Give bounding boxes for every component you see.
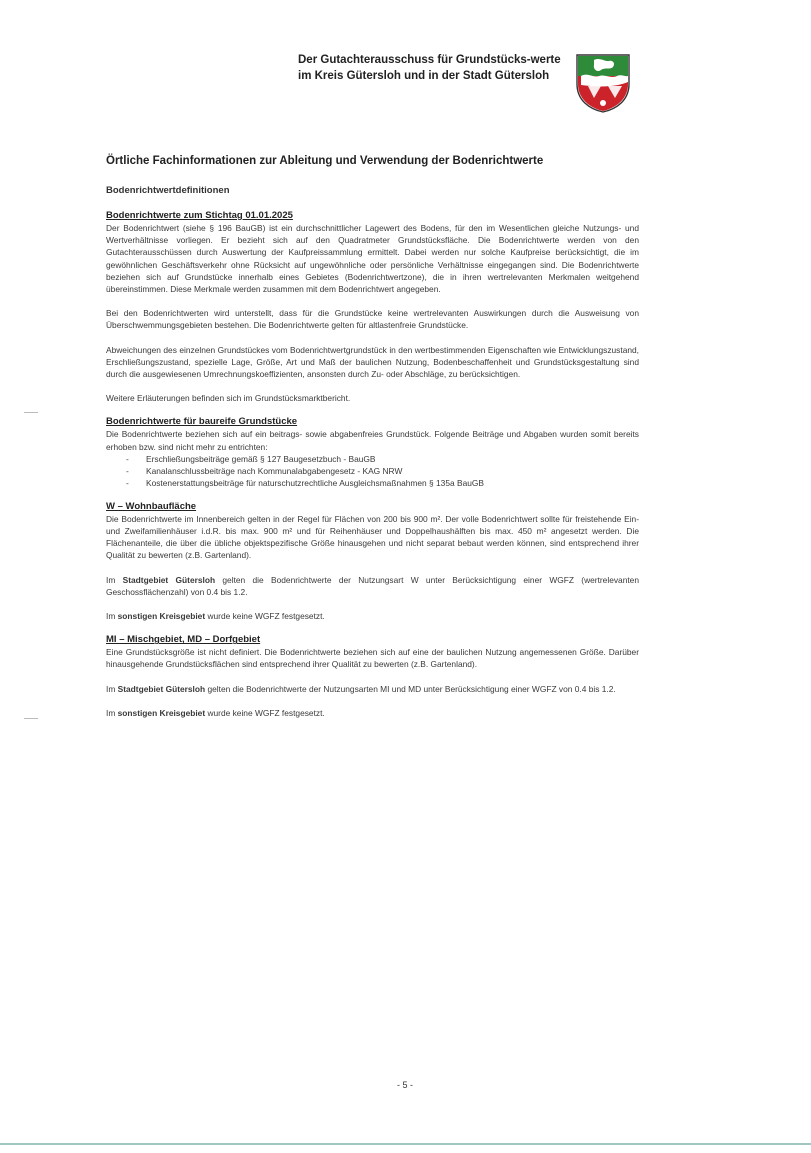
- text-emphasis: Stadtgebiet Gütersloh: [122, 574, 216, 585]
- section-title-baureife: Bodenrichtwerte für baureife Grundstücke: [106, 416, 298, 428]
- list-bullet: -: [126, 453, 129, 464]
- paragraph-misch-size: Eine Grundstücksgröße ist nicht definiert. Die Bodenrichtwerte beziehen sich auf eine der baulichen Nutzung angemessenen Größe. Darüber hinausgehende Grundstücksflächen sind entsprechend ihrer Qualität zu bewerten (z.B. Gartenland).: [106, 647, 639, 670]
- paragraph-misch-stadtgebiet: [106, 683, 639, 695]
- text-rest: gelten die Bodenrichtwerte der Nutzungsarten MI und MD unter Berücksichtigung einer WGFZ von 0.4 bis 1.2.: [205, 683, 616, 694]
- text-prefix: Im: [106, 683, 118, 694]
- list-item-text: Erschließungsbeiträge gemäß § 127 Baugesetzbuch - BauGB: [146, 453, 376, 464]
- text-emphasis: sonstigen Kreisgebiet: [117, 707, 206, 718]
- text-rest: gelten die Bodenrichtwerte der Nutzungsart W unter Berücksichtigung einer WGFZ (wertrelevanten Geschossflächenzahl) von 0.4 bis 1.2.: [106, 574, 640, 597]
- margin-mark: [24, 412, 38, 413]
- text-rest: wurde keine WGFZ festgesetzt.: [205, 707, 325, 718]
- document-body: [106, 155, 639, 731]
- section-title-stichtag: Bodenrichtwerte zum Stichtag 01.01.2025: [106, 210, 293, 221]
- paragraph-definition: Der Bodenrichtwert (siehe § 196 BauGB) ist ein durchschnittlicher Lagewert des Bodens, für den im Wesentlichen gleiche Nutzungs- und Wertverhältnisse vorliegen. Er bezieht sich auf den Quadratmeter Grundstücksfläche. Die Bodenrichtwerte werden von den Gutachterausschüssen durch Auswertung der Kaufpreissammlung ermittelt. Dabei werden nur solche Kaufpreise berücksichtigt, die im gewöhnlichen Geschäftsverkehr ohne Rücksicht auf ungewöhnliche oder persönliche Verhältnisse eingegangen sind. Die Bodenrichtwerte beziehen sich auf Grundstücke innerhalb eines Gebietes (Bodenrichtwertzone), die in ihren wertrelevanten Merkmalen weitgehend übereinstimmen. Diese Merkmale werden zusammen mit dem Bodenrichtwert angegeben.: [106, 223, 639, 295]
- list-item: [126, 453, 639, 465]
- scan-edge-rule: [0, 1143, 811, 1145]
- text-emphasis: Stadtgebiet Gütersloh: [117, 683, 206, 694]
- text-prefix: Im: [106, 707, 118, 718]
- paragraph-wohnbau-stadtgebiet: [106, 574, 639, 598]
- paragraph-baureife-intro: Die Bodenrichtwerte beziehen sich auf ein beitrags- sowie abgabenfreies Grundstück. Folgende Beiträge und Abgaben wurden somit bereits erhoben bzw. sind nicht mehr zu entrichten:: [106, 429, 639, 452]
- paragraph-misch-kreisgebiet: [106, 707, 639, 719]
- paragraph-wohnbau-size: Die Bodenrichtwerte im Innenbereich gelten in der Regel für Flächen von 200 bis 900 m². Der volle Bodenrichtwert sollte für freistehende Ein- und Zweifamilienhäuser i.d.R. bis max. 900 m² und für Reihenhäuser und Doppelhaushälften bis max. 450 m² angesetzt werden. Die Flächenanteile, die über die übliche objektspezifische Größe hinausgehen und nicht separat bebaut werden können, sind entsprechend ihrer Qualität zu bewerten (z.B. Gartenland).: [106, 513, 639, 561]
- section-title-wohnbau: W – Wohnbaufläche: [106, 500, 197, 512]
- section-title-misch: MI – Mischgebiet, MD – Dorfgebiet: [106, 634, 261, 646]
- nrw-crest-icon: [574, 52, 632, 114]
- text-prefix: Im: [106, 611, 118, 622]
- paragraph-deviations: Abweichungen des einzelnen Grundstückes vom Bodenrichtwertgrundstück in den wertbestimmenden Eigenschaften wie Entwicklungszustand, Erschließungszustand, spezielle Lage, Größe, Art und Maß der baulichen Nutzung, Bodenbeschaffenheit und Grundstücksgestaltung sind durch die ausgewiesenen Umrechnungskoeffizienten, ansonsten durch Zu- oder Abschläge, zu berücksichtigen.: [106, 344, 639, 380]
- margin-mark: [24, 718, 38, 719]
- list-bullet: -: [126, 465, 129, 476]
- list-item-text: Kostenerstattungsbeiträge für naturschutzrechtliche Ausgleichsmaßnahmen § 135a BauGB: [146, 477, 484, 488]
- list-item: [126, 465, 639, 477]
- list-item: [126, 477, 639, 489]
- document-subheading: Bodenrichtwertdefinitionen: [106, 185, 230, 196]
- paragraph-further-info: Weitere Erläuterungen befinden sich im Grundstücksmarktbericht.: [106, 393, 351, 404]
- page-number: - 5 -: [396, 1080, 413, 1090]
- header-title: Der Gutachterausschuss für Grundstücks-werte im Kreis Gütersloh und in der Stadt Gütersloh: [298, 54, 561, 82]
- text-rest: wurde keine WGFZ festgesetzt.: [205, 611, 325, 622]
- paragraph-assumption: Bei den Bodenrichtwerten wird unterstellt, dass für die Grundstücke keine wertrelevanten Auswirkungen durch die Ausweisung von Überschwemmungsgebieten bestehen. Die Bodenrichtwerte gelten für altlastenfreie Grundstücke.: [106, 308, 639, 331]
- document-heading: Örtliche Fachinformationen zur Ableitung und Verwendung der Bodenrichtwerte: [106, 155, 544, 167]
- text-emphasis: sonstigen Kreisgebiet: [117, 611, 206, 622]
- text-prefix: Im: [106, 574, 123, 585]
- paragraph-wohnbau-kreisgebiet: [106, 610, 639, 622]
- contribution-list: [106, 453, 639, 489]
- list-item-text: Kanalanschlussbeiträge nach Kommunalabgabengesetz - KAG NRW: [146, 465, 403, 476]
- list-bullet: -: [126, 477, 129, 488]
